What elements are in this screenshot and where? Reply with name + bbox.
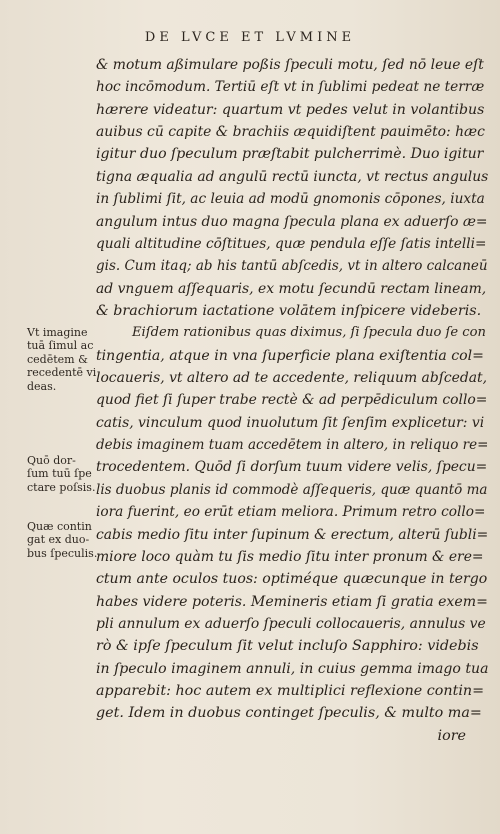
note-line: Quō dor- <box>27 454 76 467</box>
text-line: debis imaginem tuam accedētem in altero, in reliquo re= <box>96 437 489 454</box>
text-line: lis duobus planis id commodè aſſequeris, quæ quantō ma <box>96 481 488 498</box>
text-line: cabis medio ſitu inter ſupinum & erectum, alterū ſubli= <box>96 526 489 543</box>
text-line: apparebit: hoc autem ex multiplici reflexione contin= <box>96 683 485 700</box>
text-line: iora fuerint, eo erūt etiam meliora. Primum retro collo= <box>96 504 486 521</box>
text-line: & motum aßimulare poßis ſpeculi motu, ſed nō leue eſt <box>96 57 484 73</box>
running-head: DE LVCE ET LVMINE <box>144 30 356 45</box>
note-line: tuā ſimul ac <box>27 339 94 353</box>
text-line: tigna æqualia ad angulū rectū iuncta, vt rectus angulus <box>96 168 489 185</box>
note-line: bus ſpeculis. <box>27 546 98 560</box>
main-text-block <box>96 54 489 747</box>
text-line: & brachiorum iactatione volātem inſpicere videberis. <box>96 302 482 319</box>
marginal-note <box>27 326 107 393</box>
text-line: hærere videatur: quartum vt pedes velut in volantibus <box>96 101 485 118</box>
text-line: in ſublimi ſit, ac leuia ad modū gnomonis cōpones, iuxta <box>96 191 485 208</box>
catchword: iore <box>437 727 466 744</box>
note-line: ctare poſsis. <box>27 480 96 494</box>
text-line: pli annulum ex aduerſo ſpeculi collocaueris, annulus ve <box>96 615 486 632</box>
text-line: quod fiet ſi ſuper trabe rectè & ad perpēdiculum collo= <box>96 392 488 409</box>
marginal-note <box>27 454 107 494</box>
marginal-note <box>27 520 107 560</box>
text-line: ctum ante oculos tuos: optiméque quæcunque in tergo <box>96 571 488 588</box>
note-line: recedentē vi <box>27 366 97 380</box>
text-line: quali altitudine cōſtitues, quæ pendula eſſe ſatis intelli= <box>96 235 487 252</box>
note-line: Quæ contin <box>27 520 92 533</box>
text-line: angulum intus duo magna ſpecula plana ex aduerſo æ= <box>96 213 488 230</box>
note-line: cedētem & <box>27 352 88 366</box>
text-line: catis, vinculum quod inuolutum ſit ſenſim explicetur: vi <box>96 414 485 431</box>
text-line: miore loco quàm tu ſis medio ſitu inter pronum & ere= <box>96 548 484 565</box>
text-line: habes videre poteris. Memineris etiam ſi gratia exem= <box>96 593 488 610</box>
text-line: locaueris, vt altero ad te accedente, reliquum abſcedat, <box>96 370 488 387</box>
text-line: igitur duo ſpeculum præſtabit pulcherrimè. Duo igitur <box>96 146 484 163</box>
text-line: Eiſdem rationibus quas diximus, ſi ſpecula duo ſe con <box>132 325 486 341</box>
text-line: rò & ipſe ſpeculum ſit velut incluſo Sapphiro: videbis <box>96 638 479 655</box>
text-line: get. Idem in duobus continget ſpeculis, & multo ma= <box>96 705 482 722</box>
text-line: auibus cū capite & brachiis æquidiſtent pauimēto: hæc <box>96 124 485 141</box>
text-line: trocedentem. Quōd ſi dorſum tuum videre velis, ſpecu= <box>96 459 488 476</box>
text-line: gis. Cum itaq; ab his tantū abſcedis, vt in altero calcaneū <box>96 258 488 275</box>
note-line: deas. <box>27 379 57 393</box>
note-line: Vt imagine <box>27 326 88 339</box>
note-line: ſum tuū ſpe <box>27 467 92 481</box>
text-line: in ſpeculo imaginem annuli, in cuius gemma imago tua <box>96 660 489 677</box>
note-line: gat ex duo- <box>27 533 90 547</box>
text-line: hoc incōmodum. Tertiū eſt vt in ſublimi pedeat ne terræ <box>96 79 485 96</box>
text-line: tingentia, atque in vna ſuperficie plana exiſtentia col= <box>96 347 484 364</box>
text-line: ad vnguem aſſequaris, ex motu ſecundū rectam lineam, <box>96 280 487 297</box>
